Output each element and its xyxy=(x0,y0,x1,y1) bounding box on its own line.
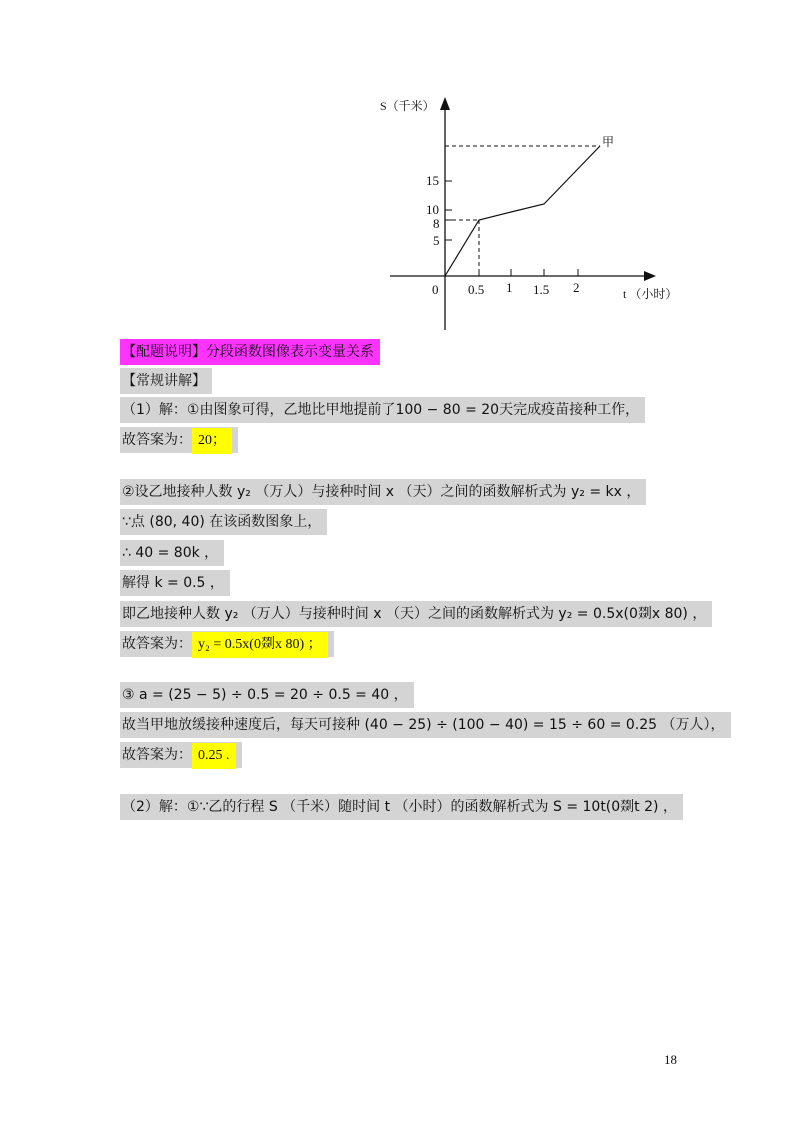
origin-label: 0 xyxy=(432,282,439,297)
answer-prefix: 故答案为： xyxy=(122,432,192,448)
solution-line: 即乙地接种人数 y₂ （万人）与接种时间 x （天）之间的函数解析式为 y₂ = 0.5x(0剟x 80) ， xyxy=(120,601,712,627)
x-tick-label: 0.5 xyxy=(468,282,485,297)
solution-line: ③ a = (25 − 5) ÷ 0.5 = 20 ÷ 0.5 = 40 ， xyxy=(120,682,414,708)
x-tick-label: 1 xyxy=(506,280,513,295)
answer-line xyxy=(120,742,242,768)
answer-highlight: 20； xyxy=(192,428,232,454)
x-axis-arrow xyxy=(644,271,656,281)
y-tick-label: 15 xyxy=(426,173,439,188)
y-axis-arrow xyxy=(440,97,450,110)
x-tick-label: 2 xyxy=(573,280,580,295)
page-number: 18 xyxy=(664,1052,677,1067)
distance-time-graph xyxy=(370,88,678,338)
y-tick-label: 5 xyxy=(433,233,440,248)
topic-tag: 【配题说明】分段函数图像表示变量关系 xyxy=(120,339,380,365)
section-heading: 【常规讲解】 xyxy=(120,368,212,394)
solution-line: ②设乙地接种人数 y₂ （万人）与接种时间 x （天）之间的函数解析式为 y₂ = kx ， xyxy=(120,479,646,505)
y-tick-label: 10 xyxy=(426,202,439,217)
answer-highlight: y₂ = 0.5x(0剟x 80) ； xyxy=(192,632,328,658)
y-axis-label: S（千米） xyxy=(380,99,435,113)
answer-highlight: 0.25 . xyxy=(192,743,236,769)
answer-line xyxy=(120,631,334,657)
y-tick-label: 8 xyxy=(433,216,440,231)
answer-line xyxy=(120,427,238,453)
graph-svg xyxy=(370,88,678,338)
solution-line: 解得 k = 0.5 ， xyxy=(120,570,230,596)
solution-line: ∴ 40 = 80k ， xyxy=(120,540,224,566)
line-label: 甲 xyxy=(602,135,615,149)
x-tick-label: 1.5 xyxy=(533,282,550,297)
solution-line: 故当甲地放缓接种速度后，每天可接种 (40 − 25) ÷ (100 − 40) = 15 ÷ 60 = 0.25 （万人）， xyxy=(120,712,731,738)
answer-prefix: 故答案为： xyxy=(122,747,192,763)
answer-prefix: 故答案为： xyxy=(122,636,192,652)
solution-line: ∵点 (80, 40) 在该函数图象上， xyxy=(120,509,327,535)
piecewise-line xyxy=(445,146,600,276)
solution-line: （2）解：①∵乙的行程 S （千米）随时间 t （小时）的函数解析式为 S = 10t(0剟t 2) ， xyxy=(120,794,683,820)
x-axis-label: t （小时） xyxy=(623,287,678,301)
solution-line: （1）解：①由图象可得，乙地比甲地提前了100 − 80 = 20天完成疫苗接种工作， xyxy=(120,397,645,423)
